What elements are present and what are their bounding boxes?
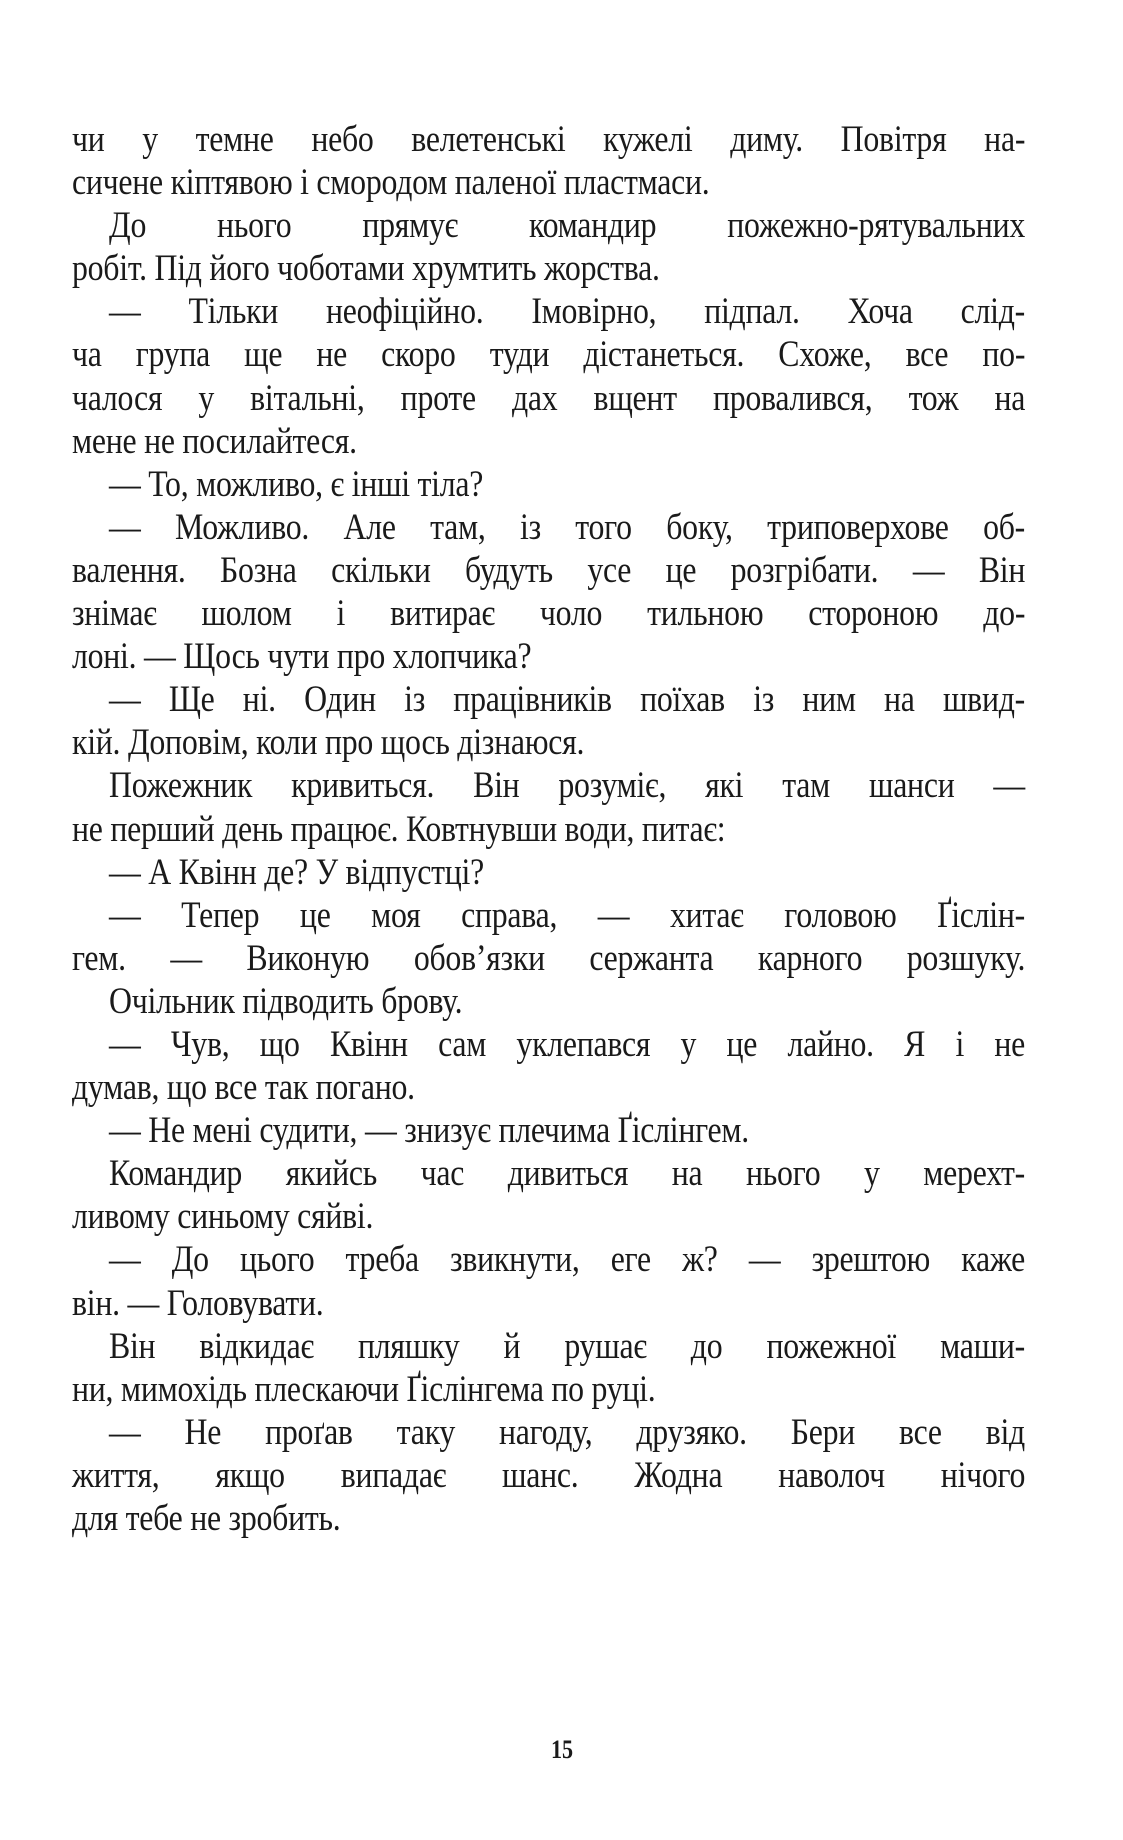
line-text: кій. Доповім, коли про щось дізнаюся. — [72, 722, 585, 764]
text-line — [72, 808, 1025, 851]
line-text: робіт. Під його чоботами хрумтить жорства. — [72, 248, 660, 290]
paragraph-start-line — [72, 980, 1025, 1023]
dialogue-line — [72, 851, 1025, 894]
paragraph-start-line — [72, 204, 1025, 247]
dialogue-line — [72, 678, 1025, 721]
text-line — [72, 549, 1025, 592]
paragraph-start-line — [72, 1152, 1025, 1195]
line-text: — Ще ні. Один із працівників поїхав із ним на швид- — [109, 679, 1025, 721]
line-text: для тебе не зробить. — [72, 1498, 341, 1539]
line-text: Командир якийсь час дивиться на нього у мерехт- — [109, 1153, 1025, 1195]
line-text: ча група ще не скоро туди дістанеться. Схоже, все по- — [72, 334, 1026, 376]
line-text: знімає шолом і витирає чоло тильною стороною до- — [72, 593, 1026, 635]
line-text: сичене кіптявою і смородом паленої пластмаси. — [72, 162, 710, 204]
text-line — [72, 721, 1025, 764]
line-text: чи у темне небо велетенські кужелі диму. Повітря на- — [72, 119, 1026, 160]
paragraph-start-line — [72, 764, 1025, 807]
book-page-body — [72, 118, 1025, 1540]
line-text: — До цього треба звикнути, еге ж? — зрештою каже — [109, 1239, 1025, 1281]
text-line — [72, 377, 1025, 420]
text-line — [72, 937, 1025, 980]
line-text: ни, мимохідь плескаючи Ґіслінгема по руці. — [72, 1368, 656, 1410]
text-line — [72, 1282, 1025, 1325]
line-text: думав, що все так погано. — [72, 1067, 415, 1109]
text-line — [72, 1066, 1025, 1109]
line-text: чалося у вітальні, проте дах вщент провалився, тож на — [72, 377, 1026, 419]
line-text: — Не проґав таку нагоду, друзяко. Бери все від — [109, 1411, 1025, 1453]
paragraph-start-line — [72, 1325, 1025, 1368]
dialogue-line — [72, 290, 1025, 333]
dialogue-line — [72, 894, 1025, 937]
page-number-text: 15 — [550, 1735, 573, 1764]
text-line — [72, 635, 1025, 678]
text-line — [72, 161, 1025, 204]
line-text: Очільник підводить брову. — [109, 980, 463, 1022]
text-line — [72, 1195, 1025, 1238]
line-text: гем. — Виконую обов’язки сержанта карного розшуку. — [72, 937, 1026, 979]
dialogue-line — [72, 1411, 1025, 1454]
line-text: ливому синьому сяйві. — [72, 1196, 374, 1238]
line-text: — Не мені судити, — знизує плечима Ґіслінгем. — [109, 1110, 749, 1152]
text-line — [72, 118, 1025, 161]
text-line — [72, 1497, 1025, 1540]
text-line — [72, 1454, 1025, 1497]
line-text: лоні. — Щось чути про хлопчика? — [72, 636, 532, 678]
text-line — [72, 1368, 1025, 1411]
text-line — [72, 247, 1025, 290]
line-text: Пожежник кривиться. Він розуміє, які там шанси — — [109, 765, 1025, 807]
text-line — [72, 333, 1025, 376]
line-text: — Чув, що Квінн сам уклепався у це лайно. Я і не — [109, 1023, 1025, 1065]
line-text: не перший день працює. Ковтнувши води, питає: — [72, 808, 726, 850]
line-text: — Тепер це моя справа, — хитає головою Ґіслін- — [109, 894, 1025, 936]
dialogue-line — [72, 1109, 1025, 1152]
line-text: він. — Головувати. — [72, 1282, 324, 1324]
line-text: Він відкидає пляшку й рушає до пожежної маши- — [109, 1325, 1025, 1367]
line-text: — Можливо. Але там, із того боку, триповерхове об- — [109, 506, 1025, 548]
text-line — [72, 420, 1025, 463]
dialogue-line — [72, 1023, 1025, 1066]
page-number — [0, 1735, 1123, 1765]
line-text: мене не посилайтеся. — [72, 420, 357, 462]
text-line — [72, 592, 1025, 635]
line-text: життя, якщо випадає шанс. Жодна наволоч нічого — [72, 1454, 1026, 1496]
line-text: — То, можливо, є інші тіла? — [109, 463, 484, 505]
line-text: — А Квінн де? У відпустці? — [109, 851, 485, 893]
line-text: До нього прямує командир пожежно-рятувальних — [109, 205, 1025, 247]
dialogue-line — [72, 506, 1025, 549]
dialogue-line — [72, 463, 1025, 506]
dialogue-line — [72, 1238, 1025, 1281]
line-text: валення. Бозна скільки будуть усе це розгрібати. — Він — [72, 549, 1026, 591]
line-text: — Тільки неофіційно. Імовірно, підпал. Хоча слід- — [109, 291, 1025, 333]
